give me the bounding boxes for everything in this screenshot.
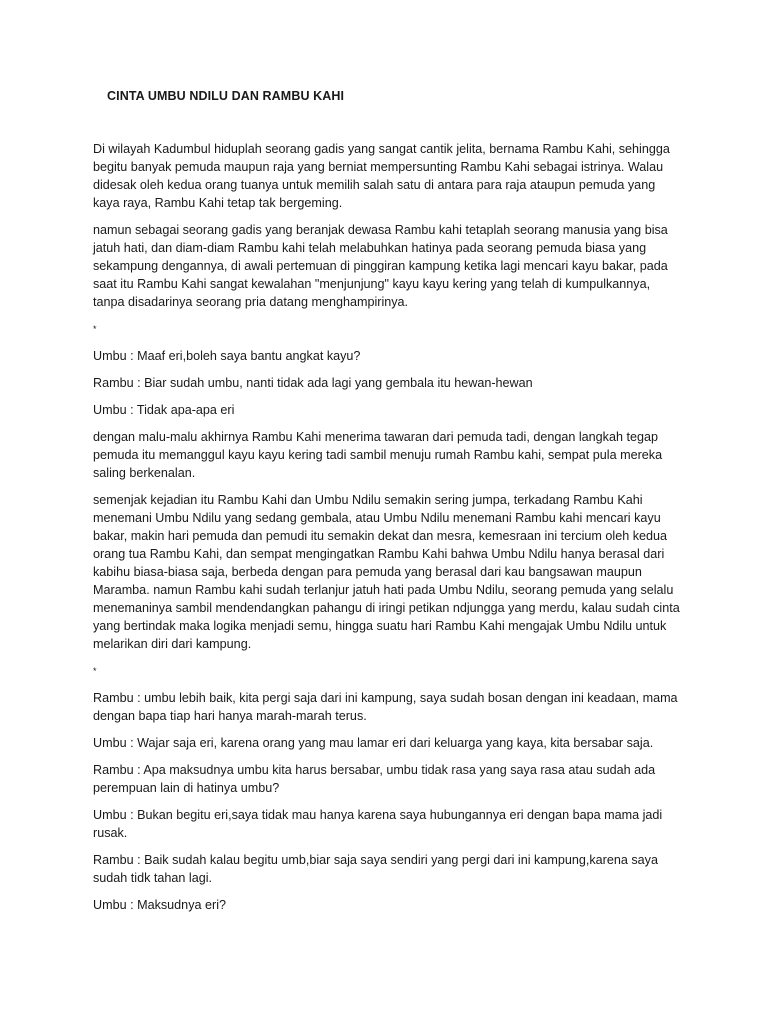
dialogue-line: Umbu : Wajar saja eri, karena orang yang mau lamar eri dari keluarga yang kaya, kita bersabar saja. [93, 736, 654, 750]
scene-marker: * [93, 324, 97, 334]
document-body [93, 140, 683, 923]
paragraph-falling-in-love: namun sebagai seorang gadis yang beranjak dewasa Rambu kahi tetaplah seorang manusia yang bisa jatuh hati, dan diam-diam Rambu kahi telah melabuhkan hatinya pada seorang pemuda biasa yang sekampung dengannya, di awali pertemuan di pinggiran kampung ketika lagi mencari kayu bakar, pada saat itu Rambu Kahi sangat kewalahan "menjunjung" kayu kayu kering yang telah di kumpulkannya, tanpa disadarinya seorang pria datang menghampirinya. [93, 223, 668, 309]
dialogue-line: Rambu : Baik sudah kalau begitu umb,biar saja saya sendiri yang pergi dari ini kampung,karena saya sudah tidk tahan lagi. [93, 853, 658, 885]
dialogue-line: Umbu : Maaf eri,boleh saya bantu angkat kayu? [93, 349, 361, 363]
paragraph-narration: semenjak kejadian itu Rambu Kahi dan Umbu Ndilu semakin sering jumpa, terkadang Rambu Kahi menemani Umbu Ndilu yang sedang gembala, atau Umbu Ndilu menemani Rambu kahi mencari kayu bakar, makin hari pemuda dan pemudi itu semakin dekat dan mesra, kemesraan ini tercium oleh kedua orang tua Rambu Kahi, dan sempat mengingatkan Rambu Kahi bahwa Umbu Ndilu hanya berasal dari kabihu biasa-biasa saja, berbeda dengan para pemuda yang berasal dari kau bangsawan maupun Maramba. namun Rambu kahi sudah terlanjur jatuh hati pada Umbu Ndilu, seorang pemuda yang selalu menemaninya sambil mendendangkan pahangu di iringi petikan ndjungga yang merdu, kalau sudah cinta yang bertindak maka logika menjadi semu, hingga suatu hari Rambu Kahi mengajak Umbu Ndilu untuk melarikan diri dari kampung. [93, 493, 680, 651]
dialogue-line: Umbu : Maksudnya eri? [93, 898, 226, 912]
dialogue-line: Rambu : Apa maksudnya umbu kita harus bersabar, umbu tidak rasa yang saya rasa atau sudah ada perempuan lain di hatinya umbu? [93, 763, 656, 795]
dialogue-line: Umbu : Tidak apa-apa eri [93, 403, 235, 417]
dialogue-line: Rambu : Biar sudah umbu, nanti tidak ada lagi yang gembala itu hewan-hewan [93, 376, 533, 390]
dialogue-line: Umbu : Bukan begitu eri,saya tidak mau hanya karena saya hubungannya eri dengan bapa mama jadi rusak. [93, 808, 663, 840]
scene-marker: * [93, 666, 97, 676]
paragraph-intro: Di wilayah Kadumbul hiduplah seorang gadis yang sangat cantik jelita, bernama Rambu Kahi, sehingga begitu banyak pemuda maupun raja yang berniat mempersunting Rambu Kahi sebagai istrinya. Walau didesak oleh kedua orang tuanya untuk memilih salah satu di antara para raja ataupun pemuda yang kaya raya, Rambu Kahi tetap tak bergeming. [93, 142, 670, 210]
document-title: CINTA UMBU NDILU DAN RAMBU KAHI [107, 89, 345, 103]
dialogue-line: Rambu : umbu lebih baik, kita pergi saja dari ini kampung, saya sudah bosan dengan ini keadaan, mama dengan bapa tiap hari hanya marah-marah terus. [93, 691, 678, 723]
paragraph-narration: dengan malu-malu akhirnya Rambu Kahi menerima tawaran dari pemuda tadi, dengan langkah tegap pemuda itu memanggul kayu kayu kering tadi sambil menuju rumah Rambu kahi, sempat pula mereka saling berkenalan. [93, 430, 663, 480]
